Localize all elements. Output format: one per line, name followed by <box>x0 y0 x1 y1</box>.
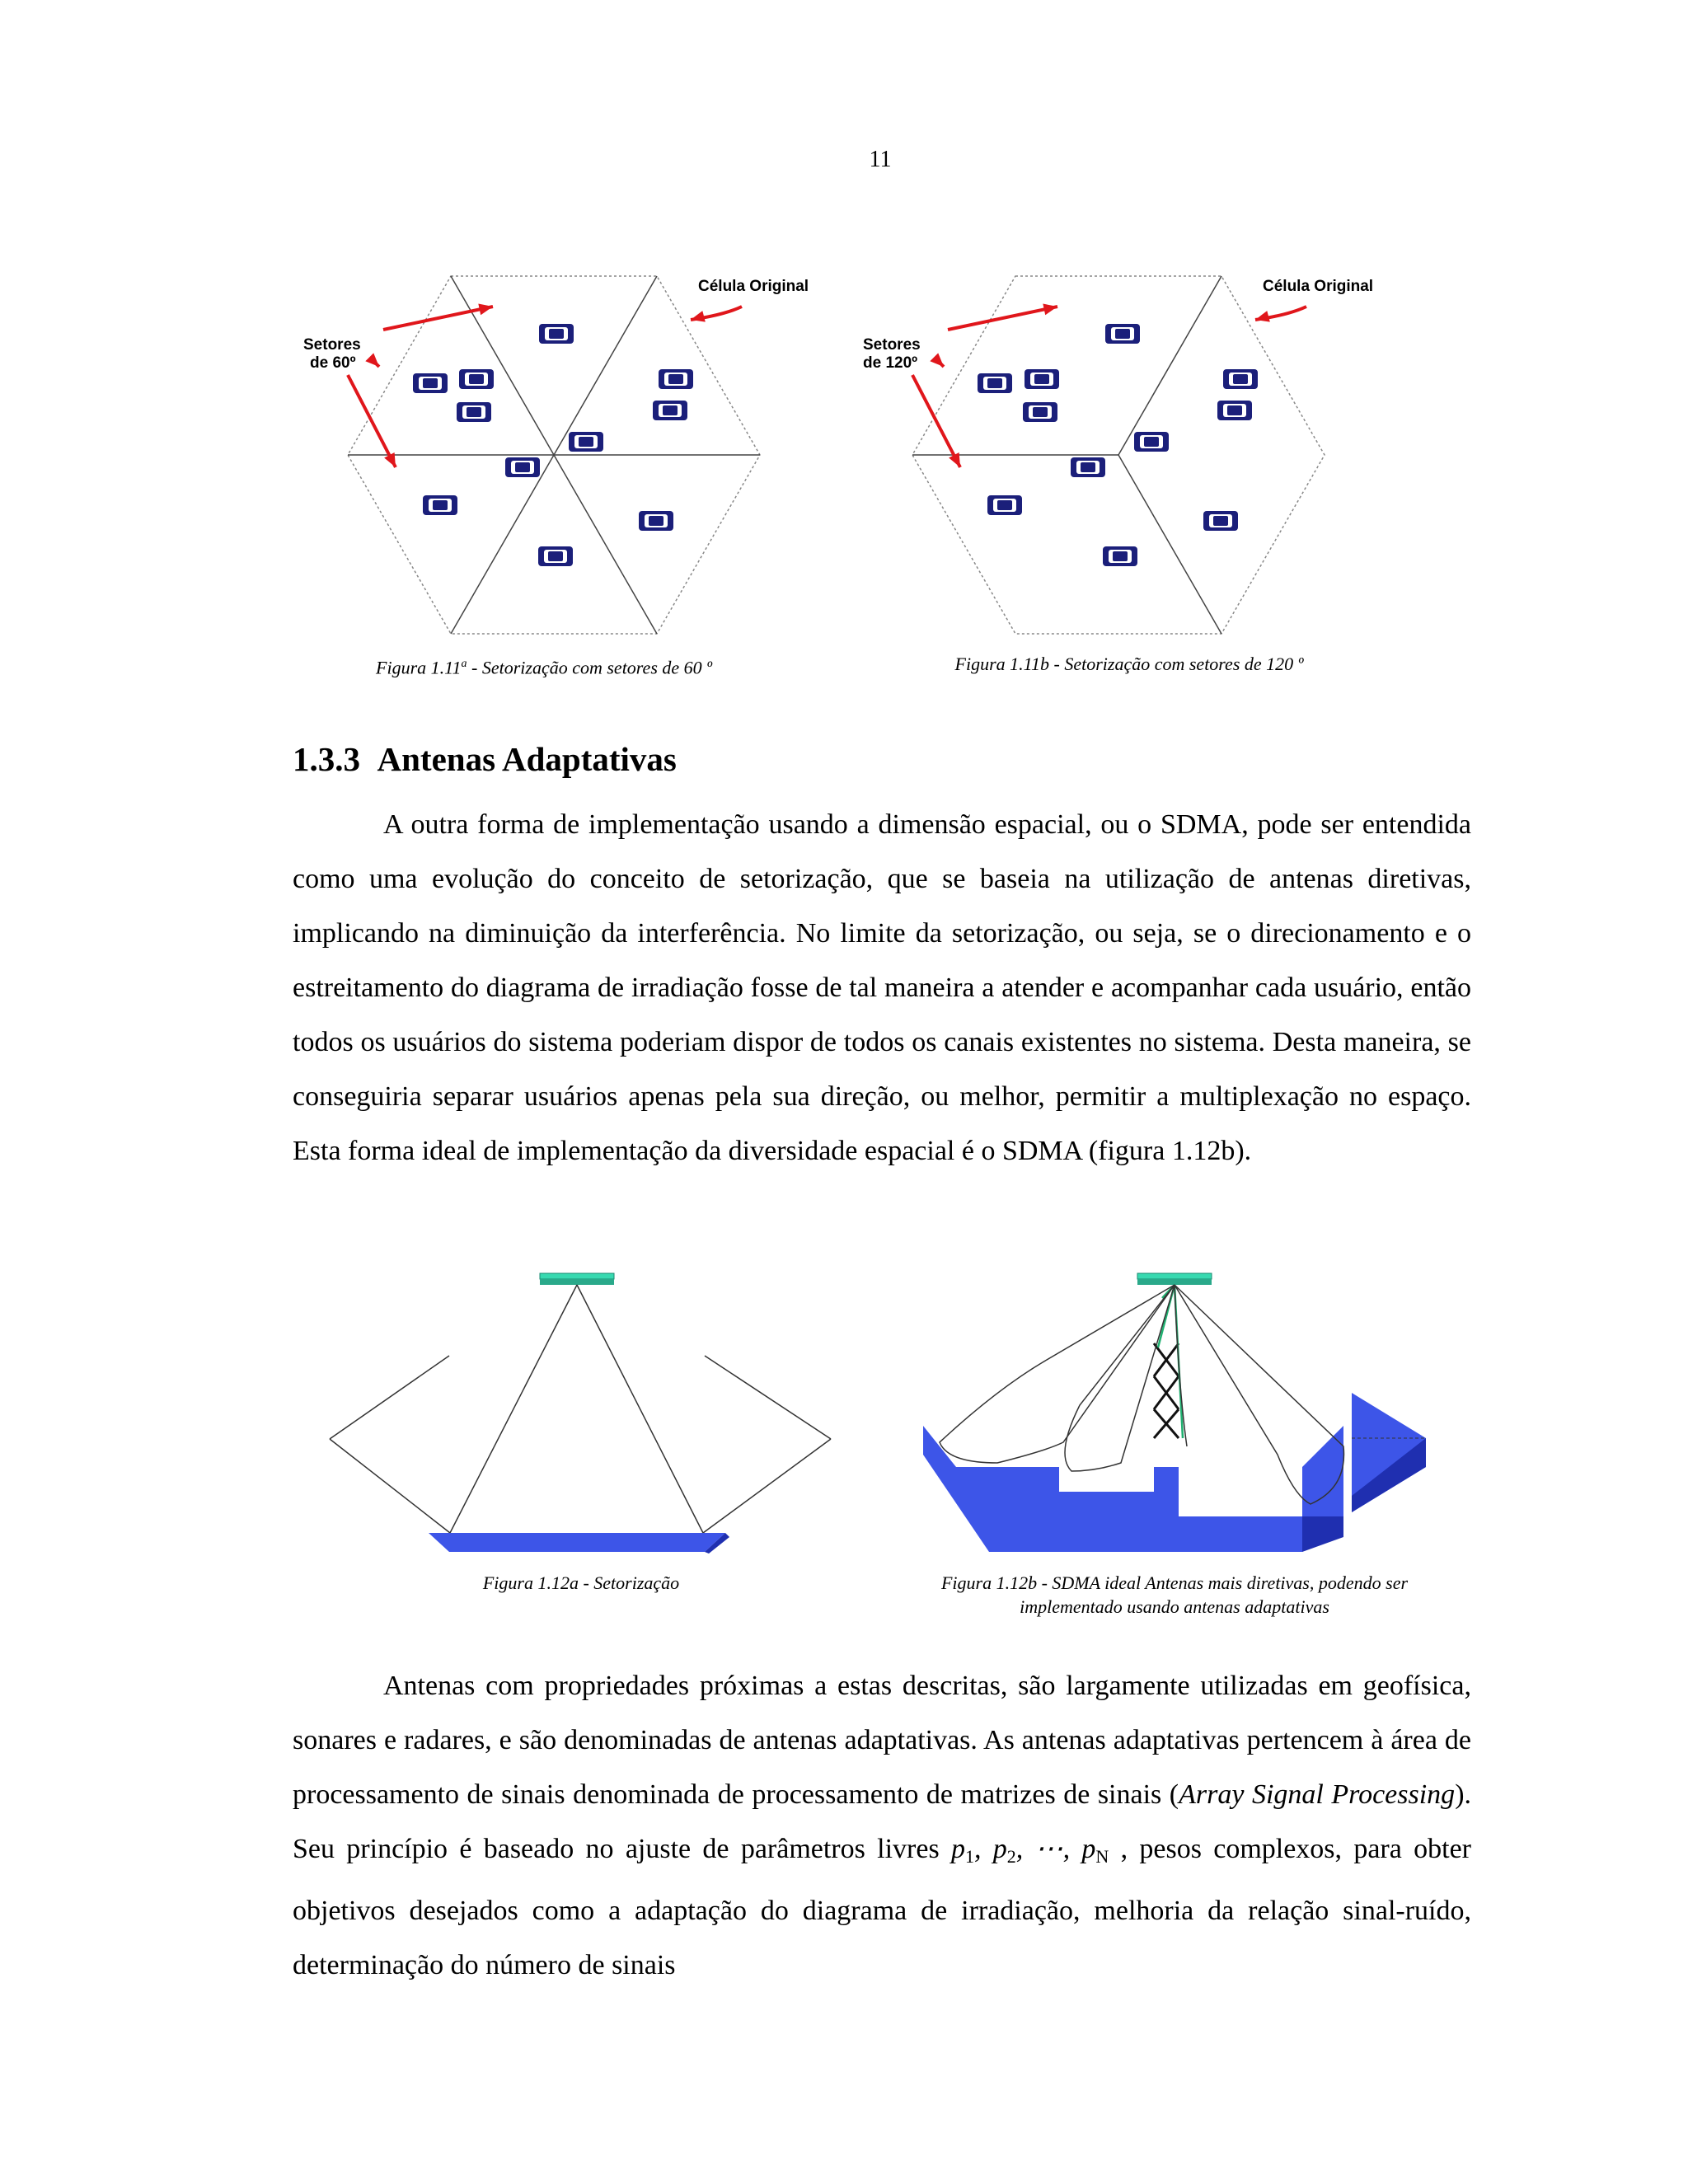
caption-figure-1-12b: Figura 1.12b - SDMA ideal Antenas mais diretivas, podendo ser implementado usando antenas adaptativas <box>940 1572 1409 1617</box>
antenna-top-icon <box>1137 1273 1212 1279</box>
beam-lines <box>330 1285 831 1533</box>
figure-1-12a-sectorization <box>321 1265 849 1562</box>
car-icon <box>1103 546 1137 566</box>
car-icon <box>459 369 494 389</box>
car-icons <box>978 324 1258 566</box>
car-icons <box>413 324 693 566</box>
paragraph-2: Antenas com propriedades próximas a estas descritas, são largamente utilizadas em geofísica, sonares e radares, e são denominadas de antenas adaptativas. As antenas adaptativas pertencem à área de processamento de sinais denominada de processamento de matrizes de sinais (Array Signal Processing). Seu princípio é baseado no ajuste de parâmetros livres $p_1$, $p_2$, ⋯, $p_N$ , pesos complexos, para obter objetivos desejados como a adaptação do diagrama de irradiação, melhoria da relação sinal-ruído, determinação do número de sinais <box>293 1671 1472 1980</box>
arrow-icon <box>691 307 742 322</box>
arrow-icon <box>930 353 944 367</box>
arrow-icon <box>365 353 379 367</box>
figure-1-11a-hexagon-60 <box>297 264 841 643</box>
car-icon <box>539 324 574 344</box>
car-icon <box>413 373 448 393</box>
arrow-icon <box>348 375 396 467</box>
antenna-top-icon <box>540 1273 614 1279</box>
label-cell-original: Célula Original <box>1263 278 1374 295</box>
label-cell-original: Célula Original <box>698 278 809 295</box>
arrow-icon <box>912 375 960 467</box>
label-sectors-line1: Setores <box>303 336 361 354</box>
antenna-mast-icon <box>1154 1343 1179 1438</box>
car-icon <box>1071 457 1105 477</box>
car-icon <box>505 457 540 477</box>
figure-1-11b-hexagon-120 <box>861 264 1405 643</box>
car-icon <box>457 402 491 422</box>
car-icon <box>653 401 687 420</box>
label-sectors-line2: de 120º <box>863 354 918 372</box>
car-icon <box>1025 369 1059 389</box>
italic-term-array-signal-processing: Array Signal Processing <box>1179 1779 1456 1810</box>
car-icon <box>1023 402 1057 422</box>
car-icon <box>1134 432 1169 452</box>
car-icon <box>423 495 457 515</box>
car-icon <box>639 511 673 531</box>
section-heading: 1.3.3 Antenas Adaptativas <box>293 740 677 778</box>
car-icon <box>1223 369 1258 389</box>
car-icon <box>987 495 1022 515</box>
car-icon <box>569 432 603 452</box>
page-number: 11 <box>869 147 892 172</box>
math-parameters: $p_1$, $p_2$, ⋯, $p_N$ <box>951 1834 1109 1867</box>
car-icon <box>538 546 573 566</box>
sdma-platform <box>923 1426 1343 1552</box>
arrow-icon <box>948 304 1057 330</box>
figure-1-12b-sdma <box>915 1265 1442 1562</box>
platform <box>429 1533 725 1552</box>
car-icon <box>1217 401 1252 420</box>
paragraph-1: A outra forma de implementação usando a dimensão espacial, ou o SDMA, pode ser entendida como uma evolução do conceito de setorização, que se baseia na utilização de antenas diretivas, implicando na diminuição da interferência. No limite da setorização, ou seja, se o direcionamento e o estreitamento do diagrama de irradiação fosse de tal maneira a atender e acompanhar cada usuário, então todos os usuários do sistema poderiam dispor de todos os canais existentes no sistema. Desta maneira, se conseguiria separar usuários apenas pela sua direção, ou melhor, permitir a multiplexação no espaço. Esta forma ideal de implementação da diversidade espacial é o SDMA (figura 1.12b). <box>293 809 1471 1166</box>
arrow-icon <box>1255 307 1306 322</box>
car-icon <box>978 373 1012 393</box>
label-sectors-line2: de 60º <box>310 354 356 372</box>
caption-figure-1-11a: Figura 1.11$^a$ - Setorização com setores de 60 º <box>376 657 712 678</box>
caption-figure-1-12a: Figura 1.12a - Setorização <box>482 1572 680 1593</box>
car-icon <box>659 369 693 389</box>
antenna-side <box>540 1279 614 1285</box>
arrow-icon <box>383 304 493 330</box>
car-icon <box>1203 511 1238 531</box>
label-sectors-line1: Setores <box>863 336 921 354</box>
car-icon <box>1105 324 1140 344</box>
caption-figure-1-11b: Figura 1.11b - Setorização com setores de 120 º <box>954 654 1304 674</box>
